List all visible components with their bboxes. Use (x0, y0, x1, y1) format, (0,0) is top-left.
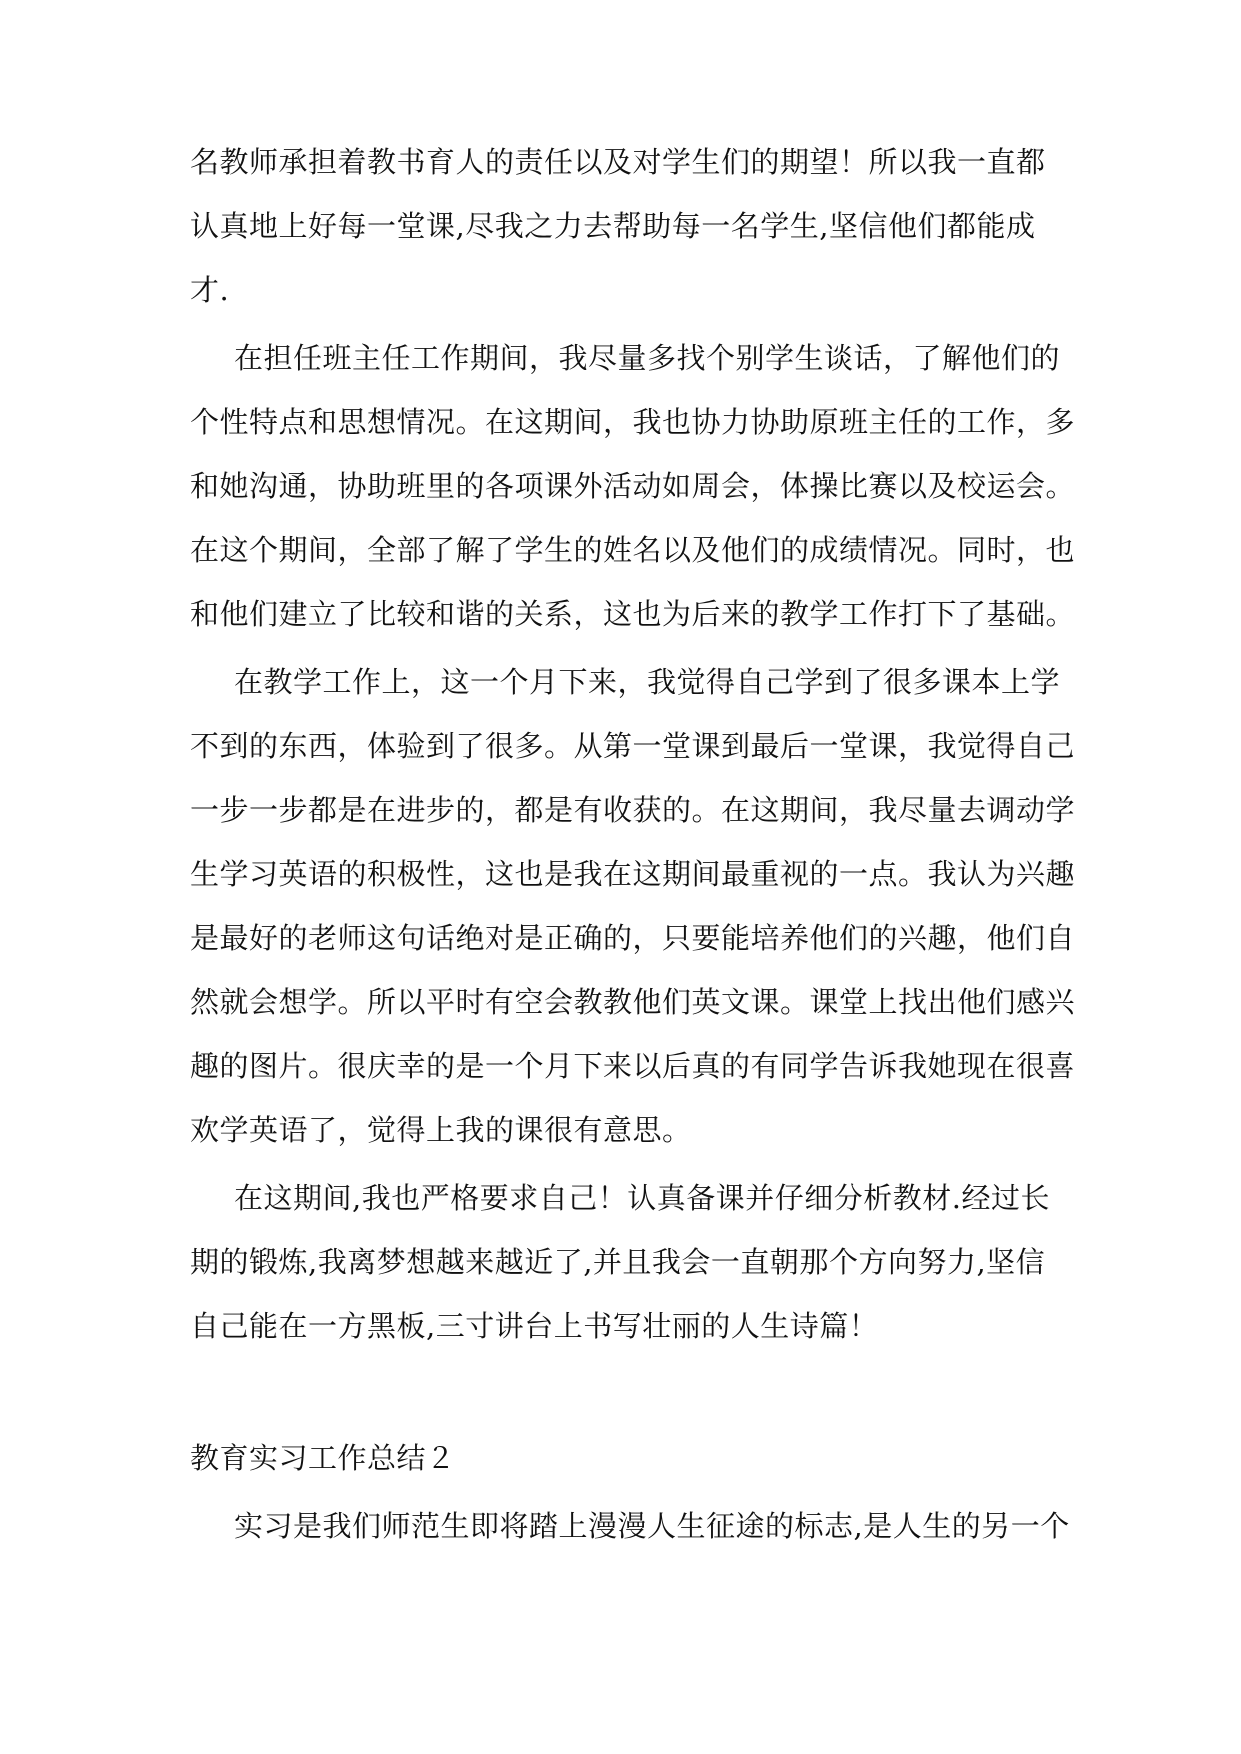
paragraph-3-line-6: 然就会想学。所以平时有空会教教他们英文课。课堂上找出他们感兴 (190, 985, 1076, 1019)
paragraph-4-line-1: 在这期间,我也严格要求自己！认真备课并仔细分析教材.经过长 (234, 1181, 1050, 1215)
paragraph-2-line-5: 和他们建立了比较和谐的关系，这也为后来的教学工作打下了基础。 (190, 597, 1076, 631)
paragraph-3-line-2: 不到的东西，体验到了很多。从第一堂课到最后一堂课，我觉得自己 (190, 729, 1076, 763)
paragraph-4-line-2: 期的锻炼,我离梦想越来越近了,并且我会一直朝那个方向努力,坚信 (190, 1245, 1046, 1279)
paragraph-2-line-1: 在担任班主任工作期间，我尽量多找个别学生谈话，了解他们的 (234, 341, 1061, 375)
paragraph-1-line-3: 才. (190, 273, 230, 307)
paragraph-3-line-8: 欢学英语了，觉得上我的课很有意思。 (190, 1113, 692, 1147)
paragraph-2-line-2: 个性特点和思想情况。在这期间，我也协力协助原班主任的工作，多 (190, 405, 1076, 439)
paragraph-3-line-4: 生学习英语的积极性，这也是我在这期间最重视的一点。我认为兴趣 (190, 857, 1076, 891)
paragraph-3-line-7: 趣的图片。很庆幸的是一个月下来以后真的有同学告诉我她现在很喜 (190, 1049, 1076, 1083)
paragraph-3-line-1: 在教学工作上，这一个月下来，我觉得自己学到了很多课本上学 (234, 665, 1061, 699)
paragraph-2-line-4: 在这个期间，全部了解了学生的姓名以及他们的成绩情况。同时，也 (190, 533, 1076, 567)
paragraph-1-line-1: 名教师承担着教书育人的责任以及对学生们的期望！所以我一直都 (190, 145, 1046, 179)
section-title: 教育实习工作总结２ (190, 1441, 456, 1475)
paragraph-4-line-3: 自己能在一方黑板,三寸讲台上书写壮丽的人生诗篇！ (190, 1309, 879, 1343)
paragraph-3-line-5: 是最好的老师这句话绝对是正确的，只要能培养他们的兴趣，他们自 (190, 921, 1076, 955)
paragraph-1-line-2: 认真地上好每一堂课,尽我之力去帮助每一名学生,坚信他们都能成 (190, 209, 1036, 243)
paragraph-2-line-3: 和她沟通，协助班里的各项课外活动如周会，体操比赛以及校运会。 (190, 469, 1076, 503)
paragraph-3-line-3: 一步一步都是在进步的，都是有收获的。在这期间，我尽量去调动学 (190, 793, 1076, 827)
section-paragraph-line-1: 实习是我们师范生即将踏上漫漫人生征途的标志,是人生的另一个 (234, 1509, 1070, 1543)
